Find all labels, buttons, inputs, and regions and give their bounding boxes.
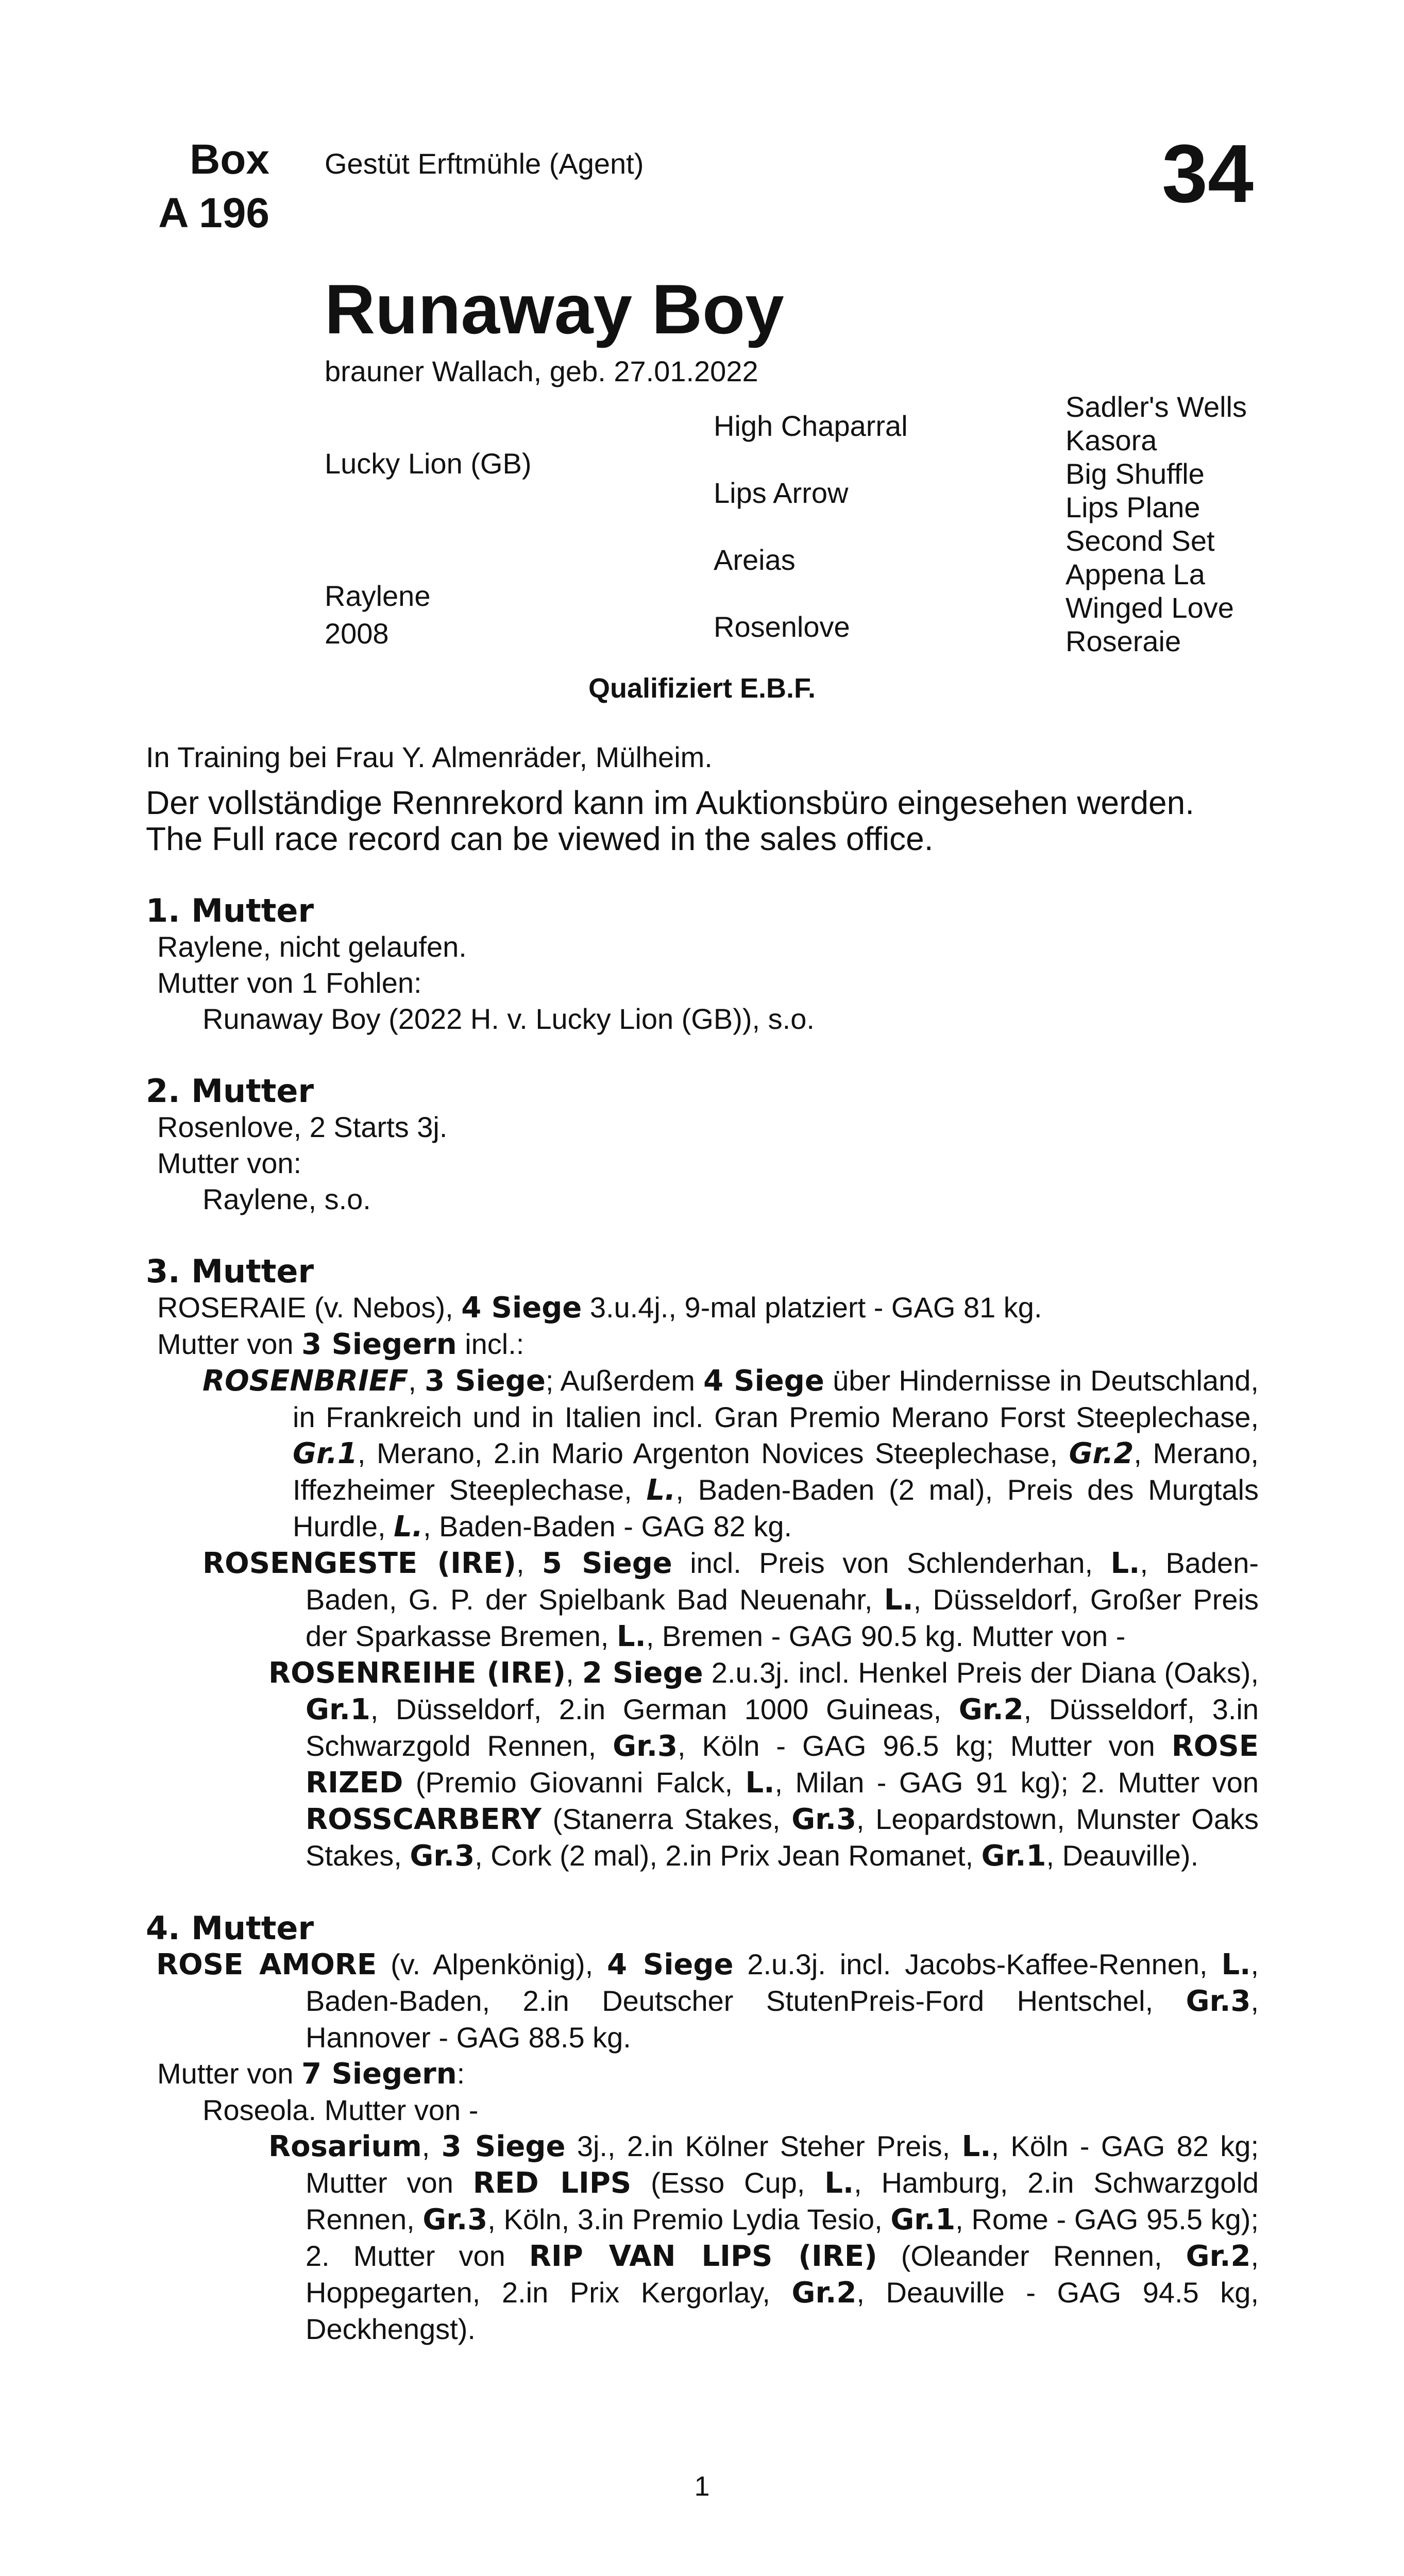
- m2-line-2: Mutter von:: [157, 1147, 302, 1179]
- box-label: [146, 133, 269, 240]
- box-label-text: Box: [190, 136, 269, 183]
- m1-line-3: Runaway Boy (2022 H. v. Lucky Lion (GB)), s.o.: [202, 1003, 815, 1035]
- m3-roseraie: ROSERAIE (v. Nebos), 4 Siege 3.u.4j., 9-mal platziert - GAG 81 kg.: [157, 1291, 1042, 1325]
- pedigree-dam: Raylene: [325, 580, 431, 612]
- training-note: In Training bei Frau Y. Almenräder, Mülheim.: [146, 741, 713, 773]
- m4-rosarium: Rosarium, 3 Siege 3j., 2.in Kölner Steher Preis, L., Köln - GAG 82 kg; Mutter von RED LIPS (Esso Cup, L., Hamburg, 2.in Schwarzgold Rennen, Gr.3, Köln, 3.in Premio Lydia Tesio, Gr.1, Rome - GAG 95.5 kg); 2. Mutter von RIP VAN LIPS (IRE) (Oleander Rennen, Gr.2, Hoppegarten, 2.in Prix Kergorlay, Gr.2, Deauville - GAG 94.5 kg, Deckhengst).: [268, 2130, 1259, 2345]
- m3-mutter-von: Mutter von 3 Siegern incl.:: [157, 1328, 525, 1361]
- pedigree-g3-1: Sadler's Wells: [1065, 391, 1247, 423]
- qualification: Qualifiziert E.B.F.: [588, 673, 816, 704]
- pedigree-g3-8: Roseraie: [1065, 625, 1181, 657]
- pedigree-sire: Lucky Lion (GB): [325, 447, 532, 480]
- m2-line-3: Raylene, s.o.: [202, 1183, 371, 1215]
- pedigree-g3-7: Winged Love: [1065, 591, 1234, 624]
- record-note-en: The Full race record can be viewed in the sales office.: [146, 820, 934, 857]
- pedigree-dam-dam: Rosenlove: [714, 611, 850, 643]
- pedigree-g3-2: Kasora: [1065, 424, 1157, 456]
- pedigree-g3-4: Lips Plane: [1065, 491, 1200, 523]
- section-heading-mutter-4: 4. Mutter: [146, 1909, 314, 1947]
- page-number: 1: [694, 2471, 710, 2502]
- pedigree-g3-5: Second Set: [1065, 524, 1215, 557]
- m4-roseola: Roseola. Mutter von -: [202, 2094, 479, 2126]
- pedigree-g3-6: Appena La: [1065, 558, 1205, 590]
- horse-description: brauner Wallach, geb. 27.01.2022: [325, 355, 758, 387]
- m2-line-1: Rosenlove, 2 Starts 3j.: [157, 1111, 448, 1143]
- m1-line-1: Raylene, nicht gelaufen.: [157, 930, 467, 963]
- lot-number: 34: [1162, 127, 1254, 219]
- record-note-de: Der vollständige Rennrekord kann im Auktionsbüro eingesehen werden.: [146, 784, 1194, 821]
- m4-rose-amore: ROSE AMORE (v. Alpenkönig), 4 Siege 2.u.3j. incl. Jacobs-Kaffee-Rennen, L., Baden-Baden, 2.in Deutscher StutenPreis-Ford Hentschel, Gr.3, Hannover - GAG 88.5 kg.: [156, 1948, 1259, 2054]
- pedigree-sire-sire: High Chaparral: [714, 410, 908, 442]
- pedigree-sire-dam: Lips Arrow: [714, 477, 849, 509]
- pedigree-dam-year: 2008: [325, 617, 389, 650]
- pedigree-g3-3: Big Shuffle: [1065, 457, 1205, 490]
- m3-rosengeste: ROSENGESTE (IRE), 5 Siege incl. Preis von Schlenderhan, L., Baden-Baden, G. P. der Spielbank Bad Neuenahr, L., Düsseldorf, Großer Preis der Sparkasse Bremen, L., Bremen - GAG 90.5 kg. Mutter von -: [202, 1547, 1259, 1653]
- box-number: A 196: [158, 190, 269, 236]
- section-heading-mutter-1: 1. Mutter: [146, 892, 314, 929]
- catalogue-text: [146, 739, 1259, 2347]
- agent-name: Gestüt Erftmühle (Agent): [325, 147, 644, 180]
- pedigree-dam-sire: Areias: [714, 544, 796, 576]
- section-heading-mutter-3: 3. Mutter: [146, 1252, 314, 1290]
- m1-line-2: Mutter von 1 Fohlen:: [157, 967, 422, 999]
- section-heading-mutter-2: 2. Mutter: [146, 1072, 314, 1110]
- horse-name: Runaway Boy: [325, 270, 784, 348]
- m4-mutter-von: Mutter von 7 Siegern:: [157, 2057, 465, 2091]
- m3-rosenreihe: ROSENREIHE (IRE), 2 Siege 2.u.3j. incl. Henkel Preis der Diana (Oaks), Gr.1, Düsseldorf, 2.in German 1000 Guineas, Gr.2, Düsseldorf, 3.in Schwarzgold Rennen, Gr.3, Köln - GAG 96.5 kg; Mutter von ROSE RIZED (Premio Giovanni Falck, L., Milan - GAG 91 kg); 2. Mutter von ROSSCARBERY (Stanerra Stakes, Gr.3, Leopardstown, Munster Oaks Stakes, Gr.3, Cork (2 mal), 2.in Prix Jean Romanet, Gr.1, Deauville).: [268, 1656, 1259, 1873]
- m3-rosenbrief: ROSENBRIEF, 3 Siege; Außerdem 4 Siege über Hindernisse in Deutschland, in Frankreich und in Italien incl. Gran Premio Merano Forst Steeplechase, Gr.1, Merano, 2.in Mario Argenton Novices Steeplechase, Gr.2, Merano, Iffezheimer Steeplechase, L., Baden-Baden (2 mal), Preis des Murgtals Hurdle, L., Baden-Baden - GAG 82 kg.: [202, 1364, 1259, 1544]
